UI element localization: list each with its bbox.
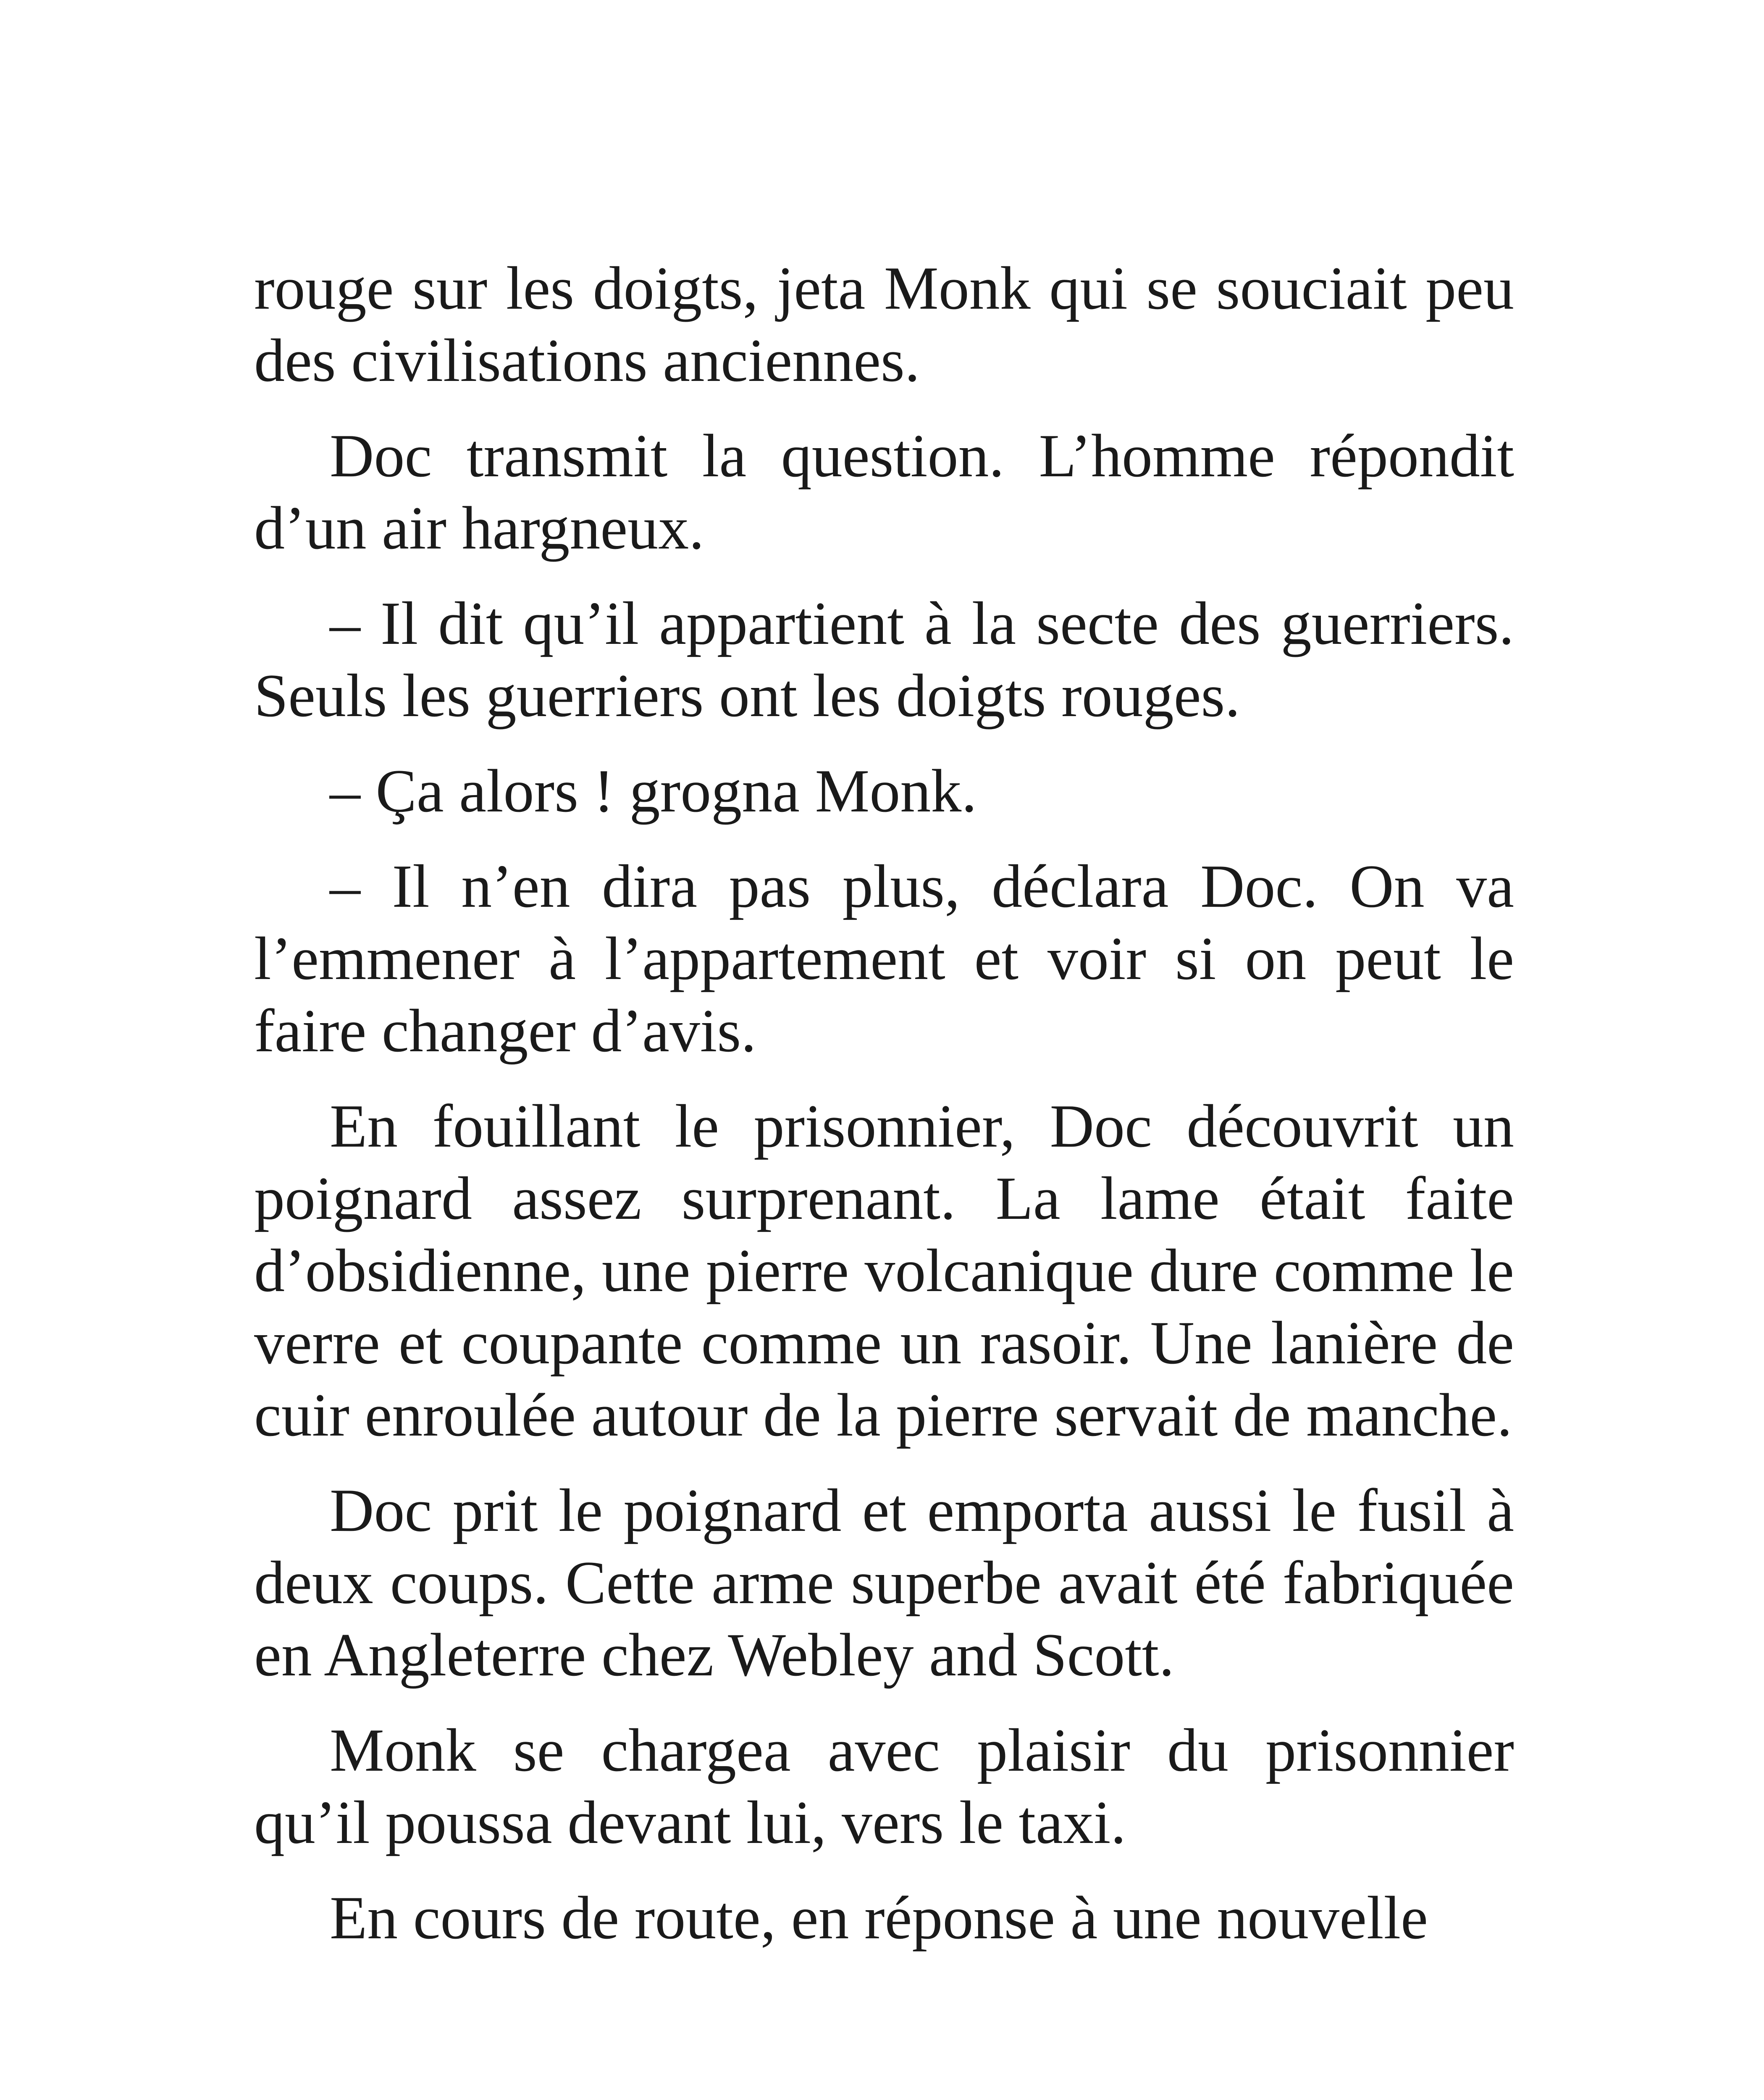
paragraph: – Il dit qu’il appartient à la secte des guerriers. Seuls les guerriers ont les doigts rouges. xyxy=(254,589,1514,730)
paragraph: – Il n’en dira pas plus, déclara Doc. On va l’emmener à l’appartement et voir si on peut le faire changer d’avis. xyxy=(254,852,1514,1065)
paragraph: En fouillant le prisonnier, Doc découvrit un poignard assez surprenant. La lame était faite d’obsidienne, une pierre volcanique dure comme le verre et coupante comme un rasoir. Une lanière de cuir enroulée autour de la pierre servait de manche. xyxy=(254,1092,1514,1449)
paragraph: Doc transmit la question. L’homme répondit d’un air hargneux. xyxy=(254,422,1514,562)
paragraph: Doc prit le poignard et emporta aussi le fusil à deux coups. Cette arme superbe avait été fabriquée en Angleterre chez Webley and Scott. xyxy=(254,1476,1514,1689)
paragraph: rouge sur les doigts, jeta Monk qui se souciait peu des civilisations anciennes. xyxy=(254,254,1514,394)
paragraph: En cours de route, en réponse à une nouvelle xyxy=(330,1884,1428,1952)
paragraph: Monk se chargea avec plaisir du prisonnier qu’il poussa devant lui, vers le taxi. xyxy=(254,1716,1514,1856)
body-text xyxy=(254,252,1514,1977)
paragraph: – Ça alors ! grogna Monk. xyxy=(330,757,977,825)
